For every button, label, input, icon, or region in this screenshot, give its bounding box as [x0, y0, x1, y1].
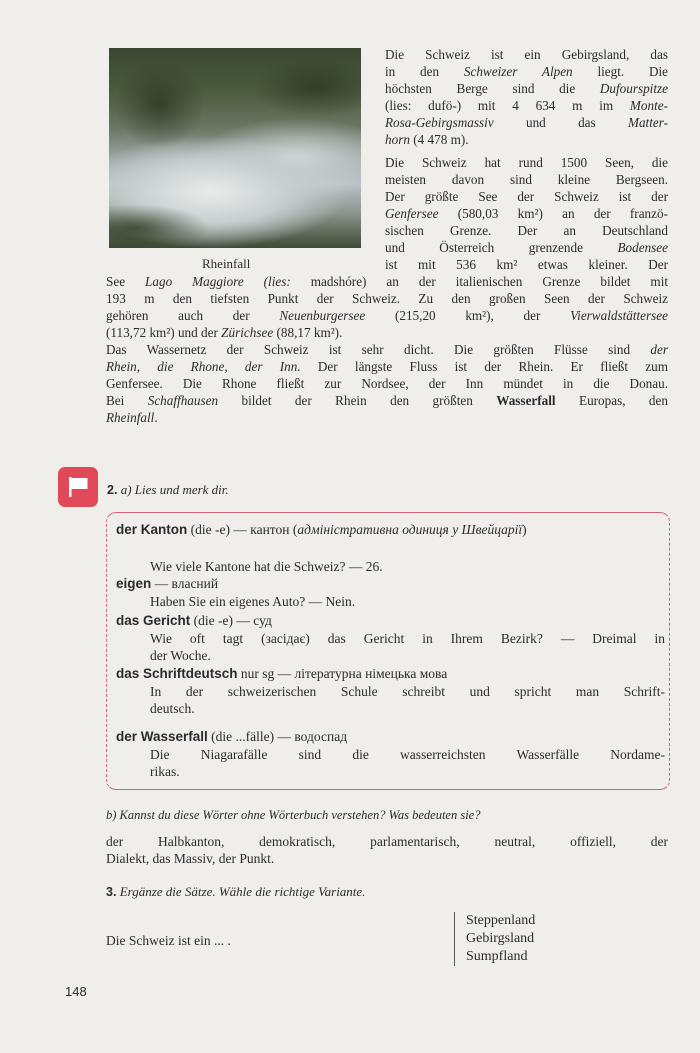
vocab-entry: das Schriftdeutsch nur sg — літературна німецька мова: [116, 666, 448, 681]
text-line: Genfersee. Die Rhone fließt zur Nordsee, der Inn mündet in die Donau.: [106, 376, 668, 391]
vocab-example: Wie viele Kantone hat die Schweiz? — 26.: [150, 559, 383, 574]
text-line: (lies: dufö-) mit 4 634 m im Monte-: [385, 98, 668, 113]
vocab-entry: der Kanton (die -e) — кантон (адміністративна одиниця у Швейцарії): [116, 522, 527, 537]
exercise-2b-words-2: Dialekt, das Massiv, der Punkt.: [106, 851, 275, 866]
text-line: und Österreich grenzende Bodensee: [385, 240, 668, 255]
text-line: Bei Schaffhausen bildet der Rhein den größten Wasserfall Europas, den: [106, 393, 668, 408]
option-item: Steppenland: [466, 913, 536, 928]
text-line: (113,72 km²) und der Zürichsee (88,17 km²).: [106, 325, 343, 340]
vocab-example: Wie oft tagt (засідає) das Gericht in Ihrem Bezirk? — Dreimal in: [150, 631, 665, 646]
text-line: Der größte See der Schweiz ist der: [385, 189, 668, 204]
exercise-2b-instruction: b) Kannst du diese Wörter ohne Wörterbuch verstehen? Was bedeuten sie?: [106, 808, 481, 822]
text-line: Die Schweiz hat rund 1500 Seen, die: [385, 155, 668, 170]
vocab-entry: das Gericht (die -e) — суд: [116, 613, 272, 628]
text-line: Genfersee (580,03 km²) an der franzö-: [385, 206, 668, 221]
vocab-example: der Woche.: [150, 648, 211, 663]
text-line: 193 m den tiefsten Punkt der Schweiz. Zu den großen Seen der Schweiz: [106, 291, 668, 306]
vocab-entry: der Wasserfall (die ...fälle) — водоспад: [116, 729, 348, 744]
flag-icon: [58, 467, 98, 507]
vocab-example: Die Niagarafälle sind die wasserreichsten Wasserfälle Nordame-: [150, 747, 665, 762]
exercise-2b-words-1: der Halbkanton, demokratisch, parlamentarisch, neutral, offiziell, der: [106, 834, 668, 849]
exercise-3-heading: 3. Ergänze die Sätze. Wähle die richtige Variante.: [106, 884, 366, 899]
text-line: Rosa-Gebirgsmassiv und das Matter-: [385, 115, 668, 130]
divider: [454, 912, 455, 966]
vocab-example: In der schweizerischen Schule schreibt und spricht man Schrift-: [150, 684, 665, 699]
option-item: Gebirgsland: [466, 931, 535, 946]
text-line: See Lago Maggiore (lies: madshóre) an der italienischen Grenze bildet mit: [106, 274, 669, 289]
text-line: Das Wassernetz der Schweiz ist sehr dicht. Die größten Flüsse sind der: [106, 342, 668, 357]
text-line: sischen Grenze. Der an Deutschland: [385, 223, 668, 238]
exercise-2-heading: 2. a) Lies und merk dir.: [107, 482, 229, 497]
text-line: Rheinfall.: [106, 410, 158, 425]
vocab-entry: eigen — власний: [116, 576, 219, 591]
text-line: in den Schweizer Alpen liegt. Die: [385, 64, 668, 79]
exercise-3-sentence: Die Schweiz ist ein ... .: [106, 933, 231, 948]
photo-caption: Rheinfall: [202, 256, 251, 271]
page-number: 148: [65, 984, 87, 999]
text-line: Rhein, die Rhone, der Inn. Der längste Fluss ist der Rhein. Er fließt zum: [106, 359, 668, 374]
text-line: horn (4 478 m).: [385, 132, 469, 147]
vocab-example: rikas.: [150, 764, 180, 779]
option-item: Sumpfland: [466, 949, 528, 964]
text-line: meisten davon sind kleine Bergseen.: [385, 172, 668, 187]
text-line: gehören auch der Neuenburgersee (215,20 km²), der Vierwaldstättersee: [106, 308, 668, 323]
rheinfall-photo: [109, 48, 361, 248]
vocab-example: Haben Sie ein eigenes Auto? — Nein.: [150, 594, 356, 609]
text-line: höchsten Berge sind die Dufourspitze: [385, 81, 668, 96]
text-line: ist mit 536 km² etwas kleiner. Der: [385, 257, 668, 272]
text-line: Die Schweiz ist ein Gebirgsland, das: [385, 47, 668, 62]
vocab-example: deutsch.: [150, 701, 195, 716]
